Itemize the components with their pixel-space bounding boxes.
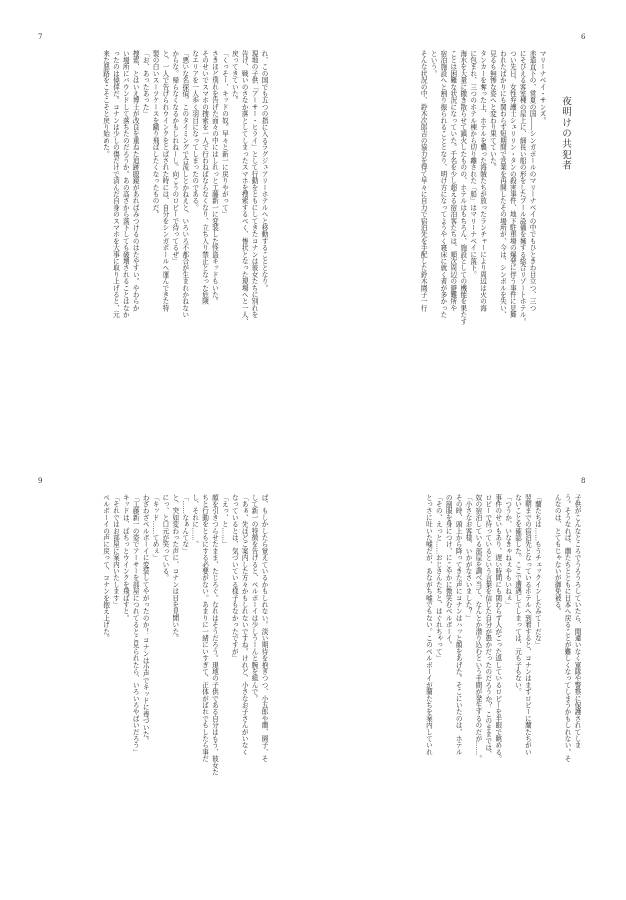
line: 見るも無惨な姿へと変わり果てていた。 <box>488 50 497 171</box>
line: からな。帰らなくなるかもしれねーし。向こうのロビーで待ってるぜ」 <box>170 50 179 265</box>
line: し、それに……。 <box>190 494 199 548</box>
body-text <box>366 50 546 422</box>
line: 「えっ、と……」 <box>220 494 229 548</box>
line: にそびえる客室棟の屋上に、細長い船の形をしたプール設備を擁する総合リゾートホテル。 <box>518 50 527 325</box>
line: 「あぁ、先ほどご案内した方々かもしれないですね。けれど、小さなお子さんがいなく <box>240 494 249 756</box>
line: 「くっそー、キッドの奴。早々と新一に戻りやがって」 <box>220 50 229 218</box>
line: ったのは僥倖だ。コナンは少しの傷だけで済んだ自身のスマホを大事に取り上げると、元 <box>111 50 120 318</box>
line: ベルボーイの声に戻って、コナンを抱え上げた。 <box>101 494 110 642</box>
line: さきほど別れを告げた面々の中にはしれっと工藤新一に変装した怪盗キッドもいた。 <box>210 50 219 305</box>
line: 来た悪路をこそこそと戻り始めた。 <box>101 50 110 158</box>
line: われたばかりにも関わらず短期間で営業を再開したその場所が、今は、シンボルを失い、 <box>498 50 507 318</box>
line: して新一の特徴を告げると、ベルボーイは少しうーんと腕を組んで。 <box>250 494 259 702</box>
line: 「つうか、いなきゃねぇやもいねぇ」 <box>503 494 512 608</box>
page-9 <box>0 450 313 900</box>
line: 顔を引きつらせたまま、たじろぐ。なれはそうだろう。現地の子供である自分はもう、彼女た <box>210 494 219 776</box>
page-8 <box>313 450 626 900</box>
line: う。そうなれば、蘭たちとともに日本へ戻ることが難しくなってしまうかもしれない。そ <box>563 494 572 762</box>
line: の制服を身につけ、にこやかに微笑むベルボーイ。 <box>444 494 453 649</box>
line: 製の白いスーツケースを蹴り飛ばしたくなったものだ。 <box>151 50 160 218</box>
line: 事件のせいもあり、遅い時間にも関わらず人がごった返しているロビーを半眼で眺める。 <box>493 494 502 762</box>
body-text <box>42 50 268 422</box>
line: わざわざベルボーイに変装してやがったのか！ コナンは小声でキッドに毒づいた。 <box>141 494 150 745</box>
line: 告げ、戦いのさなか落としてしまったスマホを捜索するべく、惨状となった現場へと一人、 <box>240 50 249 325</box>
line: 「小さなお客様、いかがなさいました？」 <box>464 494 473 622</box>
line: そんな状況の中、鈴木次郎吉の協力を得て早々に自力で宿泊先を手配した鈴木園子一行 <box>419 50 428 312</box>
line: タンカーを奪った上、ホテルを襲った海賊たちが放ったランチャーにより周辺は火の海 <box>478 50 487 312</box>
page-number: 8 <box>581 477 586 485</box>
page-6 <box>313 0 626 450</box>
line: 戻ってきていた。 <box>230 50 239 104</box>
line: 赤道直下の、常夏の国――シンガポールのマリーナベイの中でもひときわ目立つ、三つ <box>528 50 537 312</box>
line: に包まれ、三つのホテル棟から切り離された「船」はマリーナベイに落下。 <box>468 50 477 278</box>
chapter-title: 夜明けの共犯者 <box>560 96 571 171</box>
line: 海水を大量に撒き散らせて鎮火したものの、ホテルはもちろん、施設としての機能を果たす <box>458 50 467 325</box>
page-7 <box>0 0 313 450</box>
line: なエリアを一人歩く羽目になってしまったのである。 <box>190 50 199 211</box>
page-number: 9 <box>38 477 43 485</box>
line: 「キッド……てめぇ」 <box>151 494 160 561</box>
line: ことは困難な状況になっていた。千名を少し超える宿泊客たちは、順次周辺の避難所や <box>448 50 457 312</box>
line: 「悪いな名探偵。このタイミングで合流しとかねえと、いろいろ不都合が生まれかねない <box>180 50 189 318</box>
line: 「蘭たちは……もうチェックインしたみてーだな」 <box>533 494 542 649</box>
line: 「……なぁんてな」 <box>180 494 189 555</box>
line: 「それではお部屋に案内いたします」 <box>111 494 120 608</box>
line: にっ、と口元が笑っている。 <box>160 494 169 582</box>
line: ないことを確認した。ここで遭遇してしまっては、元も子もない。 <box>513 494 522 695</box>
line: い場所にバウンドして落ちたのだろうか。あの高さから落下しても破壊されることはなか <box>121 50 130 318</box>
line: 「工藤新一の姿でアーサーを部屋につれてるとこ見られたら、いろいろやばいだろう」 <box>131 494 140 756</box>
line: れ、この国でも五つの指に入るラグジュアリーホテルへと移動することとなり。 <box>260 50 268 292</box>
line: 捜索、とはいえ博士が改良を重ねた追跡眼鏡があればみつけるのはたやすい。やわらか <box>131 50 140 312</box>
line: 「その、えっと……おじさんたちと、はぐれちゃって」 <box>434 494 443 662</box>
line: そのせいでスマホの捜索を一人で行わねばならなくなり、立ち入り禁止となった危険 <box>200 50 209 305</box>
line: 子供がこんなところでうろうろしていたら、間違いなく軍隊や警察に保護されてしま <box>573 494 581 749</box>
line: と、突如変わった声に、コナンは目を見開いた。 <box>170 494 179 642</box>
line: ば、もしかしたら覚えているかもしれない。淡い期待を抱きつつ、小五郎や蘭、園子、そ <box>260 494 268 762</box>
line: キッドは、ぱちっとウインクを飛ばすと。 <box>121 494 130 622</box>
line: という。 <box>429 50 438 77</box>
line: 奴の宿泊している部屋を調べ当て、なんとか潜り込むという手間が発生するのだが……。 <box>473 494 482 762</box>
line: と、一人で告げられウインクをとばされた時には、自分をシンガポールへ運んできた特 <box>160 50 169 312</box>
line: つい先日、女性弁護士シェリリン・タンの殺害事件、地下駐車場の爆発に伴う事件に見舞 <box>508 50 517 318</box>
line: んなのは、とてもじゃないが御免被る。 <box>553 494 562 615</box>
line: 宿泊施設へと割り振られることとなり、明け方になってようやく寝床に就く者が多かった <box>438 50 447 318</box>
body-text <box>359 494 581 866</box>
line: ロビーで待っているという言葉を信じた自分が愚かだったのだろうか？ このままでは、 <box>483 494 492 758</box>
line: 現地の子供「アーサー・ヒライ」として行動をともにしてきたコナンは彼女たちに別れを <box>250 50 259 318</box>
line: マリーナベイ・サンズ。 <box>538 50 546 124</box>
page-number: 6 <box>581 33 586 41</box>
line: その時、頭上から降ってきた声にコナンはハッと顔をあげた。そこにいたのは、ホテル <box>454 494 463 756</box>
line: なっているとは、気づいている様子もなかったですが」 <box>230 494 239 662</box>
line: 「お、あったあった」 <box>141 50 150 117</box>
line: 翌朝までの宿泊先となっているホテルへ到着すると、コナンはまずロビーに蘭たちがい <box>523 494 532 756</box>
body-text <box>42 494 268 866</box>
line: とっさに吐いた嘘だが、あながち嘘でもない。このベルボーイが蘭たちを案内していれ <box>424 494 433 756</box>
page-number: 7 <box>38 33 43 41</box>
line: ちと行動をともにする必要がない。あまりに一緒にいすぎて、正体がばれでもしたら事だ <box>200 494 209 762</box>
